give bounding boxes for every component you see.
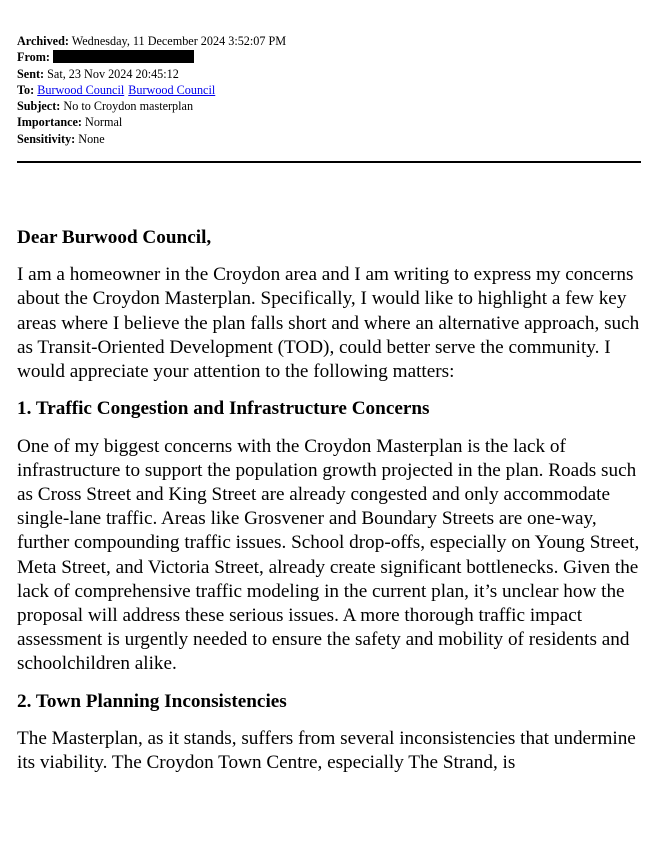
importance-value: Normal: [85, 115, 123, 130]
importance-row: [17, 114, 641, 130]
email-document: [17, 33, 641, 788]
section-1-heading: 1. Traffic Congestion and Infrastructure Concerns: [17, 398, 430, 420]
section-2-heading: 2. Town Planning Inconsistencies: [17, 690, 287, 712]
importance-label: Importance:: [17, 115, 82, 130]
intro-paragraph: I am a homeowner in the Croydon area and I am writing to express my concerns about the Croydon Masterplan. Specifically, I would like to highlight a few key areas where I believe the plan falls short and where an alternative approach, such as Transit-Oriented Development (TOD), could better serve the community. I would appreciate your attention to the following matters:: [17, 264, 640, 383]
from-label: From:: [17, 50, 50, 65]
sensitivity-label: Sensitivity:: [17, 131, 76, 146]
archived-label: Archived:: [17, 34, 69, 48]
subject-value: No to Croydon masterplan: [63, 99, 194, 114]
to-label: To:: [17, 82, 35, 97]
subject-label: Subject:: [17, 99, 61, 114]
redacted-sender: [53, 50, 194, 63]
header-divider: [17, 161, 641, 163]
sent-row: [17, 66, 641, 82]
section-2-paragraph: The Masterplan, as it stands, suffers from several inconsistencies that undermine its viability. The Croydon Town Centre, especially The Strand, is: [17, 727, 636, 773]
letter-body: [17, 226, 641, 775]
sensitivity-row: [17, 131, 641, 147]
to-row: [17, 82, 641, 98]
archived-row: [17, 33, 641, 49]
archived-value: Wednesday, 11 December 2024 3:52:07 PM: [71, 34, 287, 48]
from-row: [17, 49, 641, 65]
email-header: [17, 33, 641, 147]
sensitivity-value: None: [78, 131, 105, 146]
subject-row: [17, 98, 641, 114]
recipient-link-2[interactable]: Burwood Council: [128, 82, 216, 97]
sent-label: Sent:: [17, 66, 45, 81]
greeting: Dear Burwood Council,: [17, 227, 212, 249]
section-1-paragraph: One of my biggest concerns with the Croydon Masterplan is the lack of infrastructure to support the population growth projected in the plan. Roads such as Cross Street and King Street are already congested and only accommodate single-lane traffic. Areas like Grosvener and Boundary Streets are one-way, further compounding traffic issues. School drop-offs, especially on Young Street, Meta Street, and Victoria Street, already create significant bottlenecks. Given the lack of comprehensive traffic modeling in the current plan, it’s unclear how the proposal will address these serious issues. A more thorough traffic impact assessment is urgently needed to ensure the safety and mobility of residents and schoolchildren alike.: [17, 435, 640, 675]
sent-value: Sat, 23 Nov 2024 20:45:12: [47, 66, 179, 81]
recipient-link-1[interactable]: Burwood Council: [37, 82, 125, 97]
